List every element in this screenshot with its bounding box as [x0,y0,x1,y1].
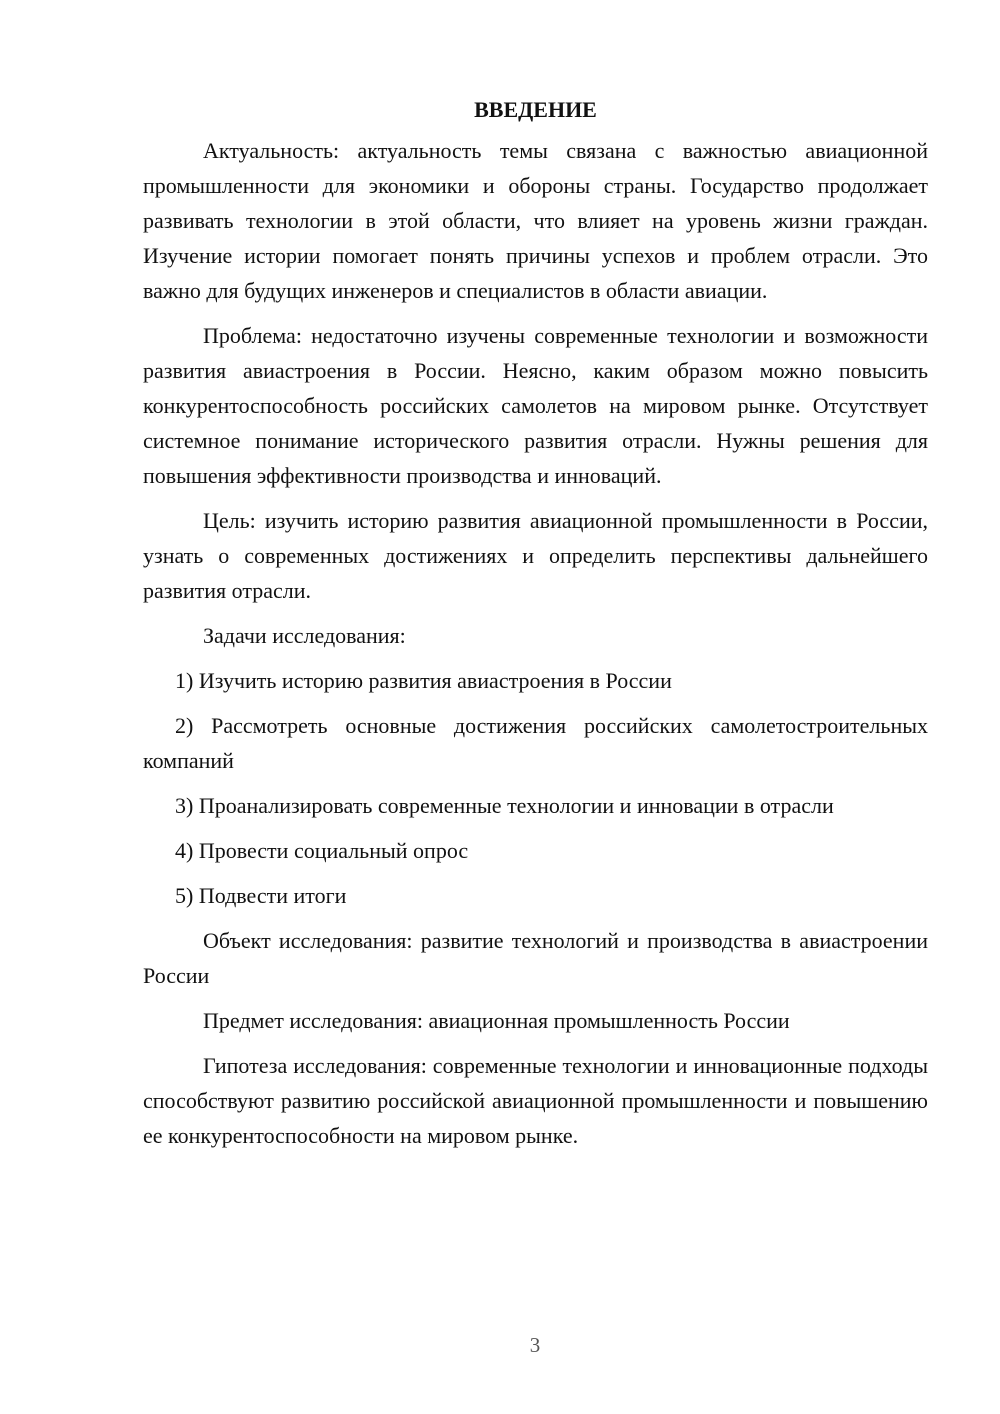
list-item: 1) Изучить историю развития авиастроения в России [175,668,672,693]
list-item: 2) Рассмотреть основные достижения российских самолетостроительных компаний [143,713,928,773]
object-paragraph: Объект исследования: развитие технологий и производства в авиастроении России [143,928,928,988]
document-body [143,92,928,1163]
hypothesis-paragraph: Гипотеза исследования: современные технологии и инновационные подходы способствуют развитию российской авиационной промышленности и повышению ее конкурентоспособности на мировом рынке. [143,1053,928,1148]
tasks-title: Задачи исследования: [203,623,406,648]
subject-paragraph: Предмет исследования: авиационная промышленность России [203,1008,790,1033]
goal-paragraph: Цель: изучить историю развития авиационной промышленности в России, узнать о современных достижениях и определить перспективы дальнейшего развития отрасли. [143,508,928,603]
page-number: 3 [529,1333,541,1357]
page-title: ВВЕДЕНИЕ [474,97,597,122]
relevance-paragraph: Актуальность: актуальность темы связана с важностью авиационной промышленности для экономики и обороны страны. Государство продолжает развивать технологии в этой области, что влияет на уровень жизни граждан. Изучение истории помогает понять причины успехов и проблем отрасли. Это важно для будущих инженеров и специалистов в области авиации. [143,138,928,303]
tasks-list [143,663,928,913]
list-item: 3) Проанализировать современные технологии и инновации в отрасли [175,793,834,818]
list-item: 4) Провести социальный опрос [175,838,469,863]
list-item: 5) Подвести итоги [175,883,347,908]
problem-paragraph: Проблема: недостаточно изучены современные технологии и возможности развития авиастроения в России. Неясно, каким образом можно повысить конкурентоспособность российских самолетов на мировом рынке. Отсутствует системное понимание исторического развития отрасли. Нужны решения для повышения эффективности производства и инноваций. [143,323,928,488]
